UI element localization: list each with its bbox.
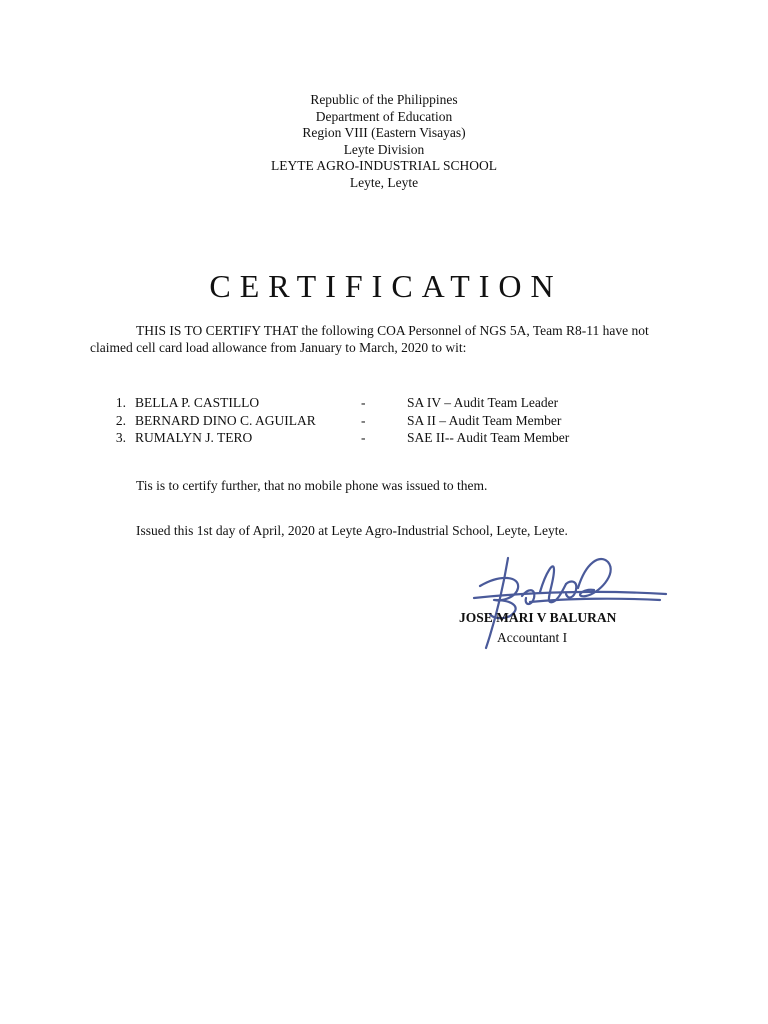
list-item-name: RUMALYN J. TERO: [135, 430, 253, 445]
list-item: [108, 412, 628, 430]
document-title: CERTIFICATION: [209, 268, 563, 304]
signatory-title: Accountant I: [497, 630, 568, 645]
list-item-position: SAE II-- Audit Team Member: [407, 430, 570, 445]
letterhead-region: Region VIII (Eastern Visayas): [302, 125, 466, 140]
letterhead-division: Leyte Division: [343, 141, 425, 157]
intro-line-1: THIS IS TO CERTIFY THAT the following COA Personnel of NGS 5A, Team R8-11 have not: [136, 323, 649, 338]
list-item-number: 2.: [115, 412, 126, 428]
list-item: [108, 429, 628, 447]
list-item-position: SA IV – Audit Team Leader: [407, 395, 559, 410]
list-item: [108, 394, 628, 412]
further-certification: Tis is to certify further, that no mobile phone was issued to them.: [136, 478, 488, 493]
letterhead: [0, 92, 768, 191]
list-item-name: BELLA P. CASTILLO: [135, 395, 260, 410]
intro-line-2: claimed cell card load allowance from January to March, 2020 to wit:: [90, 340, 467, 355]
letterhead-country: Republic of the Philippines: [310, 92, 458, 107]
list-item-dash: -: [361, 412, 366, 428]
letterhead-location: Leyte, Leyte: [349, 174, 419, 190]
issued-statement: Issued this 1st day of April, 2020 at Leyte Agro-Industrial School, Leyte, Leyte.: [136, 523, 568, 538]
list-item-name: BERNARD DINO C. AGUILAR: [135, 412, 316, 428]
list-item-number: 3.: [115, 430, 126, 445]
signatory-name: JOSE MARI V BALURAN: [459, 610, 617, 625]
list-item-dash: -: [361, 395, 366, 410]
letterhead-school: LEYTE AGRO-INDUSTRIAL SCHOOL: [271, 158, 497, 173]
list-item-number: 1.: [115, 395, 126, 410]
personnel-list: [108, 394, 628, 447]
list-item-dash: -: [361, 430, 366, 445]
list-item-position: SA II – Audit Team Member: [407, 412, 562, 428]
intro-paragraph: [90, 322, 680, 356]
letterhead-department: Department of Education: [315, 108, 453, 124]
